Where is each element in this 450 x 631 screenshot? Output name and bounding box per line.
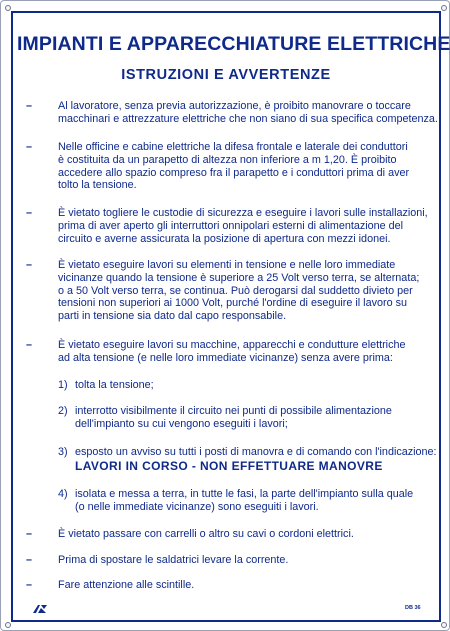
dash-bullet: – [26,339,33,351]
dash-bullet: – [26,207,33,219]
subitem-number: 2) [58,405,68,417]
text-line: È vietato togliere le custodie di sicurezza e eseguire i lavori sulle installazioni, [58,207,428,219]
dash-bullet: – [26,554,33,566]
text-line: accedere allo spazio compreso fra il parapetto e i conduttori prima di aver [58,166,410,179]
dash-bullet: – [26,579,33,591]
text-line: macchinari e attrezzature elettriche che non siano di sua specifica competenza. [58,112,438,125]
instruction-text [58,259,446,323]
product-code: DB 36 [405,605,421,611]
manufacturer-logo-icon [32,604,48,614]
dash-bullet: – [26,100,33,112]
instruction-text [58,579,446,592]
text-line: Al lavoratore, senza previa autorizzazione, è proibito manovrare o toccare [58,100,411,112]
instruction-text [58,207,446,245]
text-line: Nelle officine e cabine elettriche la difesa frontale e laterale dei conduttori [58,141,408,153]
mounting-hole-top-right [441,5,447,11]
text-line: È vietato eseguire lavori su elementi in tensione e nelle loro immediate [58,259,396,271]
text-line: circuito e averne assicurata la posizione di apertura con mezzi idonei. [58,232,391,245]
mounting-hole-bottom-right [441,622,447,628]
text-line: tensioni non superiori ai 1000 Volt, purché l'ordine di eseguire il lavoro su [58,297,407,310]
text-line: vicinanze quando la tensione è superiore a 25 Volt verso terra, se alternata; [58,271,420,284]
sign-subtitle: ISTRUZIONI E AVVERTENZE [121,67,331,83]
text-line: ad alta tensione (e nelle loro immediate vicinanze) senza avere prima: [58,351,393,364]
text-line: Prima di spostare le saldatrici levare la corrente. [58,554,289,566]
text-line: tolto la tensione. [58,179,137,192]
text-line: esposto un avviso su tutti i posti di manovra e di comando con l'indicazione: [75,446,437,458]
subitem-text [75,446,437,473]
subitem-number: 1) [58,379,68,391]
text-line: dell'impianto su cui vengono eseguiti i lavori; [75,417,288,430]
text-line: interrotto visibilmente il circuito nei punti di possibile alimentazione [75,405,392,417]
subitem-text [75,488,427,514]
instruction-text [58,554,446,567]
text-line: prima di aver aperto gli interruttori onnipolari esterni di alimentazione del [58,219,404,232]
dash-bullet: – [26,259,33,271]
text-line: o a 50 Volt verso terra, se continua. Può derogarsi dal suddetto divieto per [58,284,413,297]
sign-title: IMPIANTI E APPARECCHIATURE ELETTRICHE [17,33,450,55]
text-line: isolata e messa a terra, in tutte le fasi, la parte dell'impianto sulla quale [75,488,414,500]
text-line: È vietato passare con carrelli o altro su cavi o cordoni elettrici. [58,528,354,540]
text-line: Fare attenzione alle scintille. [58,579,195,591]
subitem-text [75,379,427,392]
warning-emphasis: LAVORI IN CORSO - NON EFFETTUARE MANOVRE [75,458,383,473]
instruction-text [58,528,446,541]
subitem-number: 4) [58,488,68,500]
text-line: È vietato eseguire lavori su macchine, apparecchi e condutture elettriche [58,339,406,351]
text-line: è costituita da un parapetto di altezza non inferiore a m 1,20. È proibito [58,153,397,166]
text-line: tolta la tensione; [75,379,154,391]
text-line: parti in tensione sia dato dal capo responsabile. [58,310,287,323]
instruction-text [58,100,446,126]
mounting-hole-bottom-left [5,622,11,628]
instruction-text [58,339,446,365]
subitem-number: 3) [58,446,68,458]
dash-bullet: – [26,141,33,153]
text-line: (o nelle immediate vicinanze) sono eseguiti i lavori. [75,500,319,513]
dash-bullet: – [26,528,33,540]
instruction-text [58,141,446,192]
subitem-text [75,405,427,431]
